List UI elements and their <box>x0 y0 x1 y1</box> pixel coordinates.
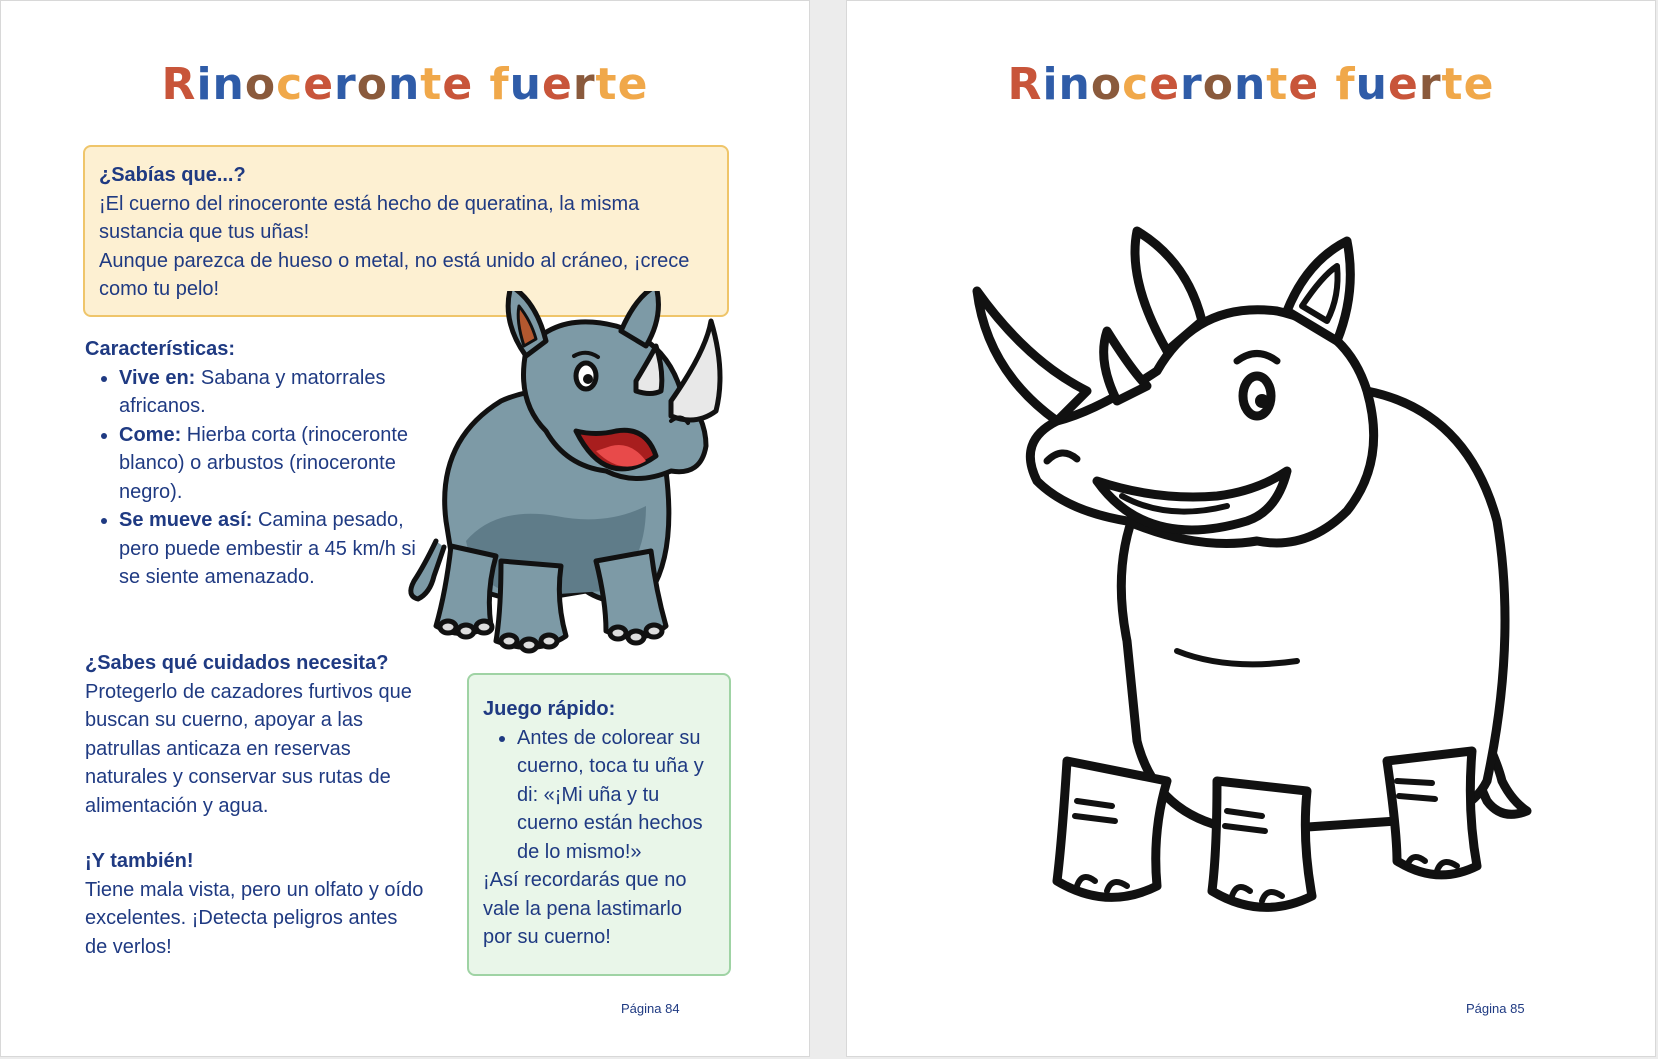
feature-label: Come: <box>119 423 182 446</box>
title-letter: o <box>244 59 277 110</box>
quick-game-heading: Juego rápido: <box>483 698 616 720</box>
title-letter: r <box>1180 59 1203 110</box>
title-letter: n <box>387 59 421 110</box>
care-section <box>85 649 425 820</box>
title-letter: n <box>1233 59 1267 110</box>
page-number-left: Página 84 <box>621 1001 680 1016</box>
title-letter: f <box>489 59 510 110</box>
features-heading: Características: <box>85 338 236 360</box>
title-letter: n <box>1058 59 1091 110</box>
title-letter: c <box>1122 59 1150 110</box>
did-you-know-heading: ¿Sabías que...? <box>99 164 246 186</box>
title-letter <box>1319 59 1335 110</box>
title-letter: r <box>334 59 357 110</box>
title-letter: u <box>1355 59 1388 110</box>
title-letter: o <box>1090 59 1123 110</box>
quick-game-list <box>483 724 715 867</box>
left-page <box>0 0 810 1057</box>
title-letter: t <box>595 59 618 110</box>
title-letter: e <box>1149 59 1181 110</box>
page-title-right <box>847 59 1655 110</box>
feature-label: Se mueve así: <box>119 509 253 531</box>
page-title-left <box>1 59 809 110</box>
feature-text: Camina pesado, pero puede embestir a 45 km/h si se siente amenazado. <box>119 509 416 588</box>
title-letter: r <box>1418 59 1442 110</box>
title-letter: R <box>161 59 197 110</box>
quick-game-footer: ¡Así recordarás que no vale la pena lastimarlo por su cuerno! <box>483 869 687 948</box>
feature-text: Sabana y matorrales africanos. <box>119 366 386 417</box>
title-letter: t <box>1441 59 1464 110</box>
also-heading: ¡Y también! <box>85 850 194 872</box>
right-page <box>846 0 1656 1057</box>
title-letter: n <box>212 59 245 110</box>
title-letter: o <box>1202 59 1234 110</box>
rhino-coloring-outline <box>927 221 1577 961</box>
title-letter: i <box>196 59 213 110</box>
title-letter <box>473 59 489 110</box>
title-letter: c <box>276 59 304 110</box>
did-you-know-line-2: Aunque parezca de hueso o metal, no está unido al cráneo, ¡crece como tu pelo! <box>99 249 690 300</box>
features-list <box>85 364 425 592</box>
did-you-know-line-1: ¡El cuerno del rinoceronte está hecho de queratina, la misma sustancia que tus uñas! <box>99 192 640 243</box>
title-letter: e <box>617 59 649 110</box>
title-letter: u <box>509 59 542 110</box>
title-letter: o <box>356 59 388 110</box>
feature-item-diet <box>119 421 425 507</box>
title-letter: e <box>442 59 474 110</box>
page-number-right: Página 85 <box>1466 1001 1525 1016</box>
quick-game-item: • Antes de colorear su cuerno, toca tu uña y di: «¡Mi uña y tu cuerno están hechos de lo mismo!» <box>517 724 715 867</box>
title-letter: e <box>1288 59 1320 110</box>
title-letter: e <box>1388 59 1419 110</box>
care-text: Protegerlo de cazadores furtivos que buscan su cuerno, apoyar a las patrullas anticaza en reservas naturales y conservar sus rutas de alimentación y agua. <box>85 680 412 817</box>
also-text: Tiene mala vista, pero un olfato y oído excelentes. ¡Detecta peligros antes de verlos! <box>85 878 424 958</box>
feature-item-habitat <box>119 364 425 421</box>
rhino-color-illustration <box>406 291 766 691</box>
title-letter: R <box>1007 59 1043 110</box>
title-letter: f <box>1335 59 1356 110</box>
also-section <box>85 847 425 961</box>
feature-item-movement <box>119 506 425 592</box>
title-letter: i <box>1042 59 1059 110</box>
title-letter: e <box>1463 59 1495 110</box>
title-letter: e <box>303 59 335 110</box>
care-heading: ¿Sabes qué cuidados necesita? <box>85 652 389 674</box>
title-letter: e <box>542 59 573 110</box>
feature-label: Vive en: <box>119 366 196 389</box>
title-letter: t <box>420 59 443 110</box>
feature-text: Hierba corta (rinoceronte blanco) o arbustos (rinoceronte negro). <box>119 423 409 503</box>
title-letter: r <box>572 59 596 110</box>
features-section <box>85 335 425 592</box>
quick-game-box <box>467 673 731 976</box>
title-letter: t <box>1266 59 1289 110</box>
